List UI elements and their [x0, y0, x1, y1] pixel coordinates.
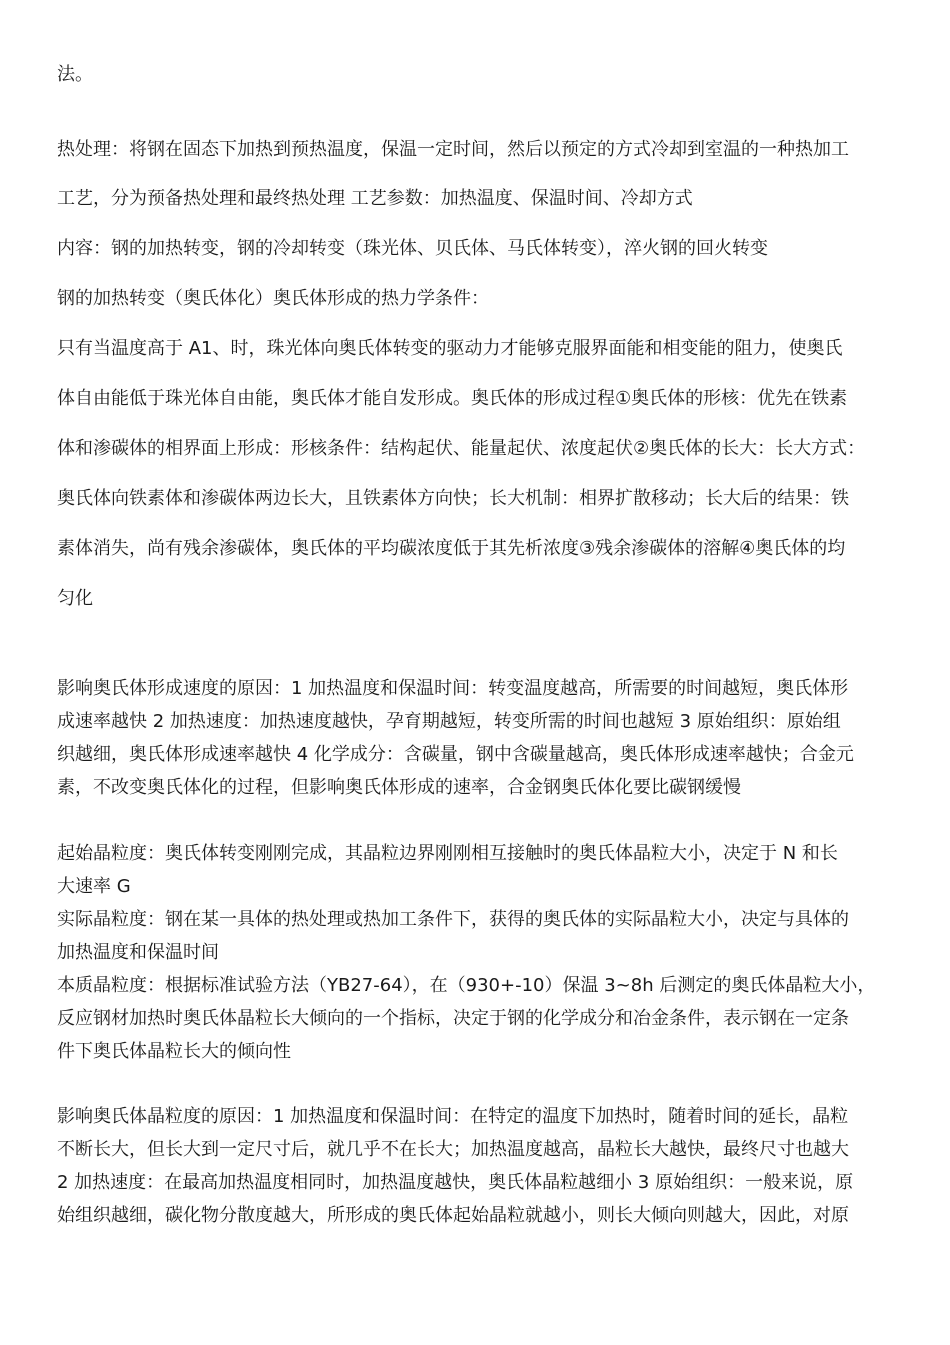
- text-line: 热处理：将钢在固态下加热到预热温度，保温一定时间，然后以预定的方式冷却到室温的一种热加工: [57, 139, 849, 160]
- text-line: 只有当温度高于 A1、时，珠光体向奥氏体转变的驱动力才能够克服界面能和相变能的阻力，使奥氏: [57, 338, 843, 359]
- text-line: 匀化: [57, 588, 93, 609]
- text-line: 法。: [57, 64, 93, 85]
- text-line: 影响奥氏体形成速度的原因：1 加热温度和保温时间：转变温度越高，所需要的时间越短，奥氏体形: [57, 678, 849, 699]
- text-line: 起始晶粒度：奥氏体转变刚刚完成，其晶粒边界刚刚相互接触时的奥氏体晶粒大小，决定于 N 和长: [57, 843, 838, 864]
- text-line: 钢的加热转变（奥氏体化）奥氏体形成的热力学条件：: [57, 288, 489, 309]
- text-line: 反应钢材加热时奥氏体晶粒长大倾向的一个指标，决定于钢的化学成分和冶金条件，表示钢在一定条: [57, 1008, 849, 1029]
- text-line: 始组织越细，碳化物分散度越大，所形成的奥氏体起始晶粒就越小，则长大倾向则越大，因此，对原: [57, 1205, 849, 1226]
- text-line: 2 加热速度：在最高加热温度相同时，加热温度越快，奥氏体晶粒越细小 3 原始组织：一般来说，原: [57, 1172, 854, 1193]
- text-line: 奥氏体向铁素体和渗碳体两边长大，且铁素体方向快；长大机制：相界扩散移动；长大后的结果：铁: [57, 488, 849, 509]
- text-line: 素体消失，尚有残余渗碳体，奥氏体的平均碳浓度低于其先析浓度③残余渗碳体的溶解④奥氏体的均: [57, 538, 846, 559]
- text-line: 实际晶粒度：钢在某一具体的热处理或热加工条件下，获得的奥氏体的实际晶粒大小，决定与具体的: [57, 909, 849, 930]
- text-line: 件下奥氏体晶粒长大的倾向性: [57, 1041, 291, 1062]
- text-line: 大速率 G: [57, 876, 131, 897]
- text-line: 体和渗碳体的相界面上形成：形核条件：结构起伏、能量起伏、浓度起伏②奥氏体的长大：长大方式：: [57, 438, 866, 459]
- text-line: 成速率越快 2 加热速度：加热速度越快，孕育期越短，转变所需的时间也越短 3 原始组织：原始组: [57, 711, 841, 732]
- text-line: 素，不改变奥氏体化的过程，但影响奥氏体形成的速率，合金钢奥氏体化要比碳钢缓慢: [57, 777, 741, 798]
- text-line: 不断长大，但长大到一定尺寸后，就几乎不在长大；加热温度越高，晶粒长大越快，最终尺寸也越大: [57, 1139, 849, 1160]
- text-line: 内容：钢的加热转变，钢的冷却转变（珠光体、贝氏体、马氏体转变），淬火钢的回火转变: [57, 238, 768, 259]
- text-line: 工艺，分为预备热处理和最终热处理 工艺参数：加热温度、保温时间、冷却方式: [57, 188, 693, 209]
- text-line: 加热温度和保温时间: [57, 942, 219, 963]
- text-line: 体自由能低于珠光体自由能，奥氏体才能自发形成。奥氏体的形成过程①奥氏体的形核：优先在铁素: [57, 388, 848, 409]
- text-line: 影响奥氏体晶粒度的原因：1 加热温度和保温时间：在特定的温度下加热时，随着时间的延长，晶粒: [57, 1106, 849, 1127]
- text-line: 织越细，奥氏体形成速率越快 4 化学成分：含碳量，钢中含碳量越高，奥氏体形成速率越快；合金元: [57, 744, 854, 765]
- text-line: 本质晶粒度：根据标准试验方法（YB27-64），在（930+-10）保温 3~8h 后测定的奥氏体晶粒大小，: [57, 975, 876, 996]
